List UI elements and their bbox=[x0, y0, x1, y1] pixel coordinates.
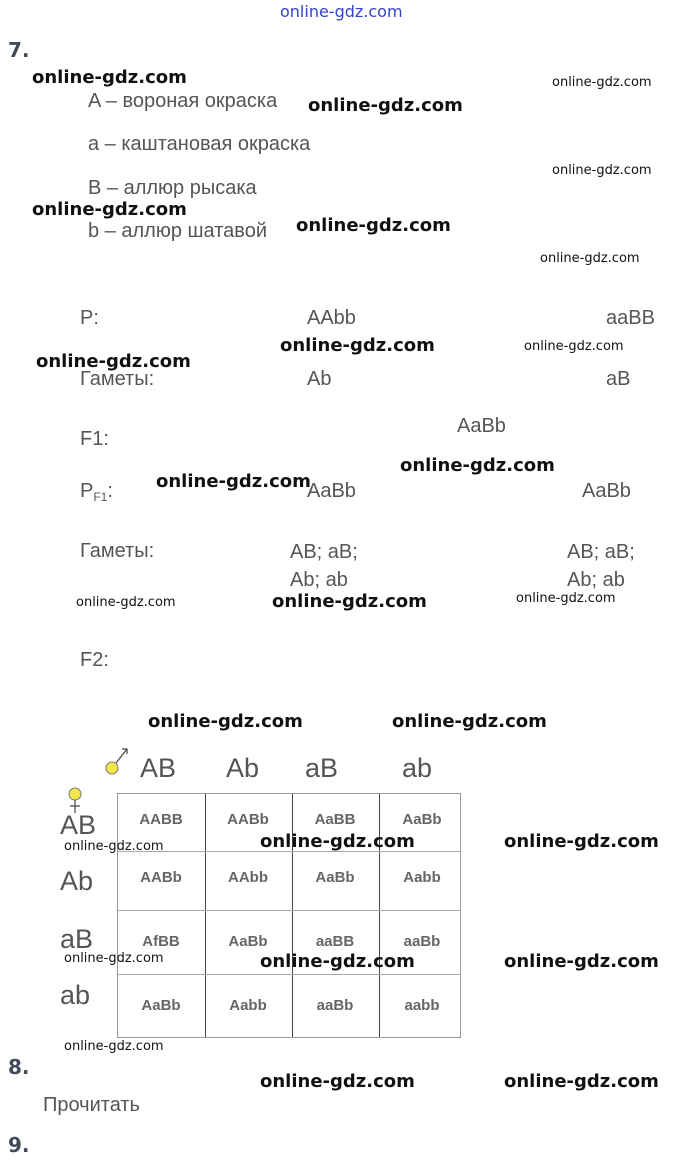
grid-line bbox=[118, 974, 460, 975]
watermark: online-gdz.com bbox=[516, 591, 616, 606]
pf1-left-genotype: AaBb bbox=[307, 480, 356, 502]
pf1-right-genotype: AaBb bbox=[582, 480, 631, 502]
watermark: online-gdz.com bbox=[552, 75, 652, 90]
watermark: online-gdz.com bbox=[280, 335, 435, 356]
grid-line bbox=[118, 910, 460, 911]
legend-line-3: B – аллюр рысака bbox=[88, 177, 257, 199]
gametes2-label: Гаметы: bbox=[80, 540, 155, 562]
punnett-row-header-1: AB bbox=[60, 810, 97, 840]
f1-label: F1: bbox=[80, 428, 109, 450]
punnett-cell: aaBb bbox=[403, 933, 441, 950]
punnett-row-header-3: aB bbox=[60, 924, 94, 954]
legend-line-1: A – вороная окраска bbox=[88, 90, 278, 112]
punnett-cell: Aabb bbox=[229, 997, 267, 1014]
punnett-cell: AABb bbox=[140, 869, 182, 886]
task-9-number: 9. bbox=[8, 1133, 30, 1157]
watermark: online-gdz.com bbox=[32, 67, 187, 88]
watermark: online-gdz.com bbox=[504, 831, 659, 852]
male-symbol-icon bbox=[102, 744, 132, 778]
watermark: online-gdz.com bbox=[540, 251, 640, 266]
gametes-label: Гаметы: bbox=[80, 368, 155, 390]
f1-genotype: AaBb bbox=[457, 415, 506, 437]
p-left-genotype: AAbb bbox=[307, 307, 356, 329]
punnett-col-header-2: Ab bbox=[226, 753, 260, 783]
watermark: online-gdz.com bbox=[260, 831, 415, 852]
watermark: online-gdz.com bbox=[272, 591, 427, 612]
punnett-cell: Aabb bbox=[403, 869, 441, 886]
gametes2-left-line2: Ab; ab bbox=[290, 569, 348, 591]
punnett-col-header-1: AB bbox=[140, 753, 177, 783]
watermark: online-gdz.com bbox=[32, 199, 187, 220]
legend-line-4: b – аллюр шатавой bbox=[88, 220, 267, 242]
gamete-left: Ab bbox=[307, 368, 332, 390]
punnett-cell: AaBb bbox=[141, 997, 181, 1014]
punnett-square bbox=[117, 793, 461, 1038]
watermark: online-gdz.com bbox=[504, 1071, 659, 1092]
task-7-number: 7. bbox=[8, 38, 30, 62]
watermark: online-gdz.com bbox=[260, 1071, 415, 1092]
watermark: online-gdz.com bbox=[308, 95, 463, 116]
punnett-cell: AaBb bbox=[228, 933, 268, 950]
site-header-link[interactable]: online-gdz.com bbox=[280, 2, 403, 21]
punnett-cell: AAbb bbox=[228, 869, 268, 886]
f2-label: F2: bbox=[80, 649, 109, 671]
watermark: online-gdz.com bbox=[64, 1039, 164, 1054]
p-label: P: bbox=[80, 307, 99, 329]
watermark: online-gdz.com bbox=[296, 215, 451, 236]
watermark: online-gdz.com bbox=[64, 839, 164, 854]
punnett-cell: AABb bbox=[227, 811, 269, 828]
pf1-label-sub: F1 bbox=[93, 490, 108, 504]
punnett-cell: aabb bbox=[404, 997, 440, 1014]
p-right-genotype: aaBB bbox=[606, 307, 655, 329]
punnett-cell: AfBB bbox=[142, 933, 180, 950]
watermark: online-gdz.com bbox=[76, 595, 176, 610]
punnett-col-header-3: aB bbox=[305, 753, 339, 783]
pf1-label-main: P bbox=[80, 480, 94, 502]
task-8-number: 8. bbox=[8, 1055, 30, 1079]
punnett-row-header-2: Ab bbox=[60, 866, 94, 896]
gametes2-left-line1: AB; aB; bbox=[290, 541, 358, 563]
punnett-col-header-4: ab bbox=[402, 753, 433, 783]
punnett-cell: AaBb bbox=[315, 869, 355, 886]
pf1-label-colon: : bbox=[107, 480, 113, 502]
watermark: online-gdz.com bbox=[148, 711, 303, 732]
watermark: online-gdz.com bbox=[260, 951, 415, 972]
punnett-cell: aaBb bbox=[316, 997, 354, 1014]
pf1-label bbox=[80, 480, 113, 503]
legend-line-2: a – каштановая окраска bbox=[88, 133, 311, 155]
watermark: online-gdz.com bbox=[36, 351, 191, 372]
watermark: online-gdz.com bbox=[524, 339, 624, 354]
punnett-cell: AaBB bbox=[314, 811, 356, 828]
watermark: online-gdz.com bbox=[392, 711, 547, 732]
read-link[interactable]: Прочитать bbox=[43, 1094, 140, 1116]
watermark: online-gdz.com bbox=[400, 455, 555, 476]
watermark: online-gdz.com bbox=[552, 163, 652, 178]
gametes2-right-line1: AB; aB; bbox=[567, 541, 635, 563]
watermark: online-gdz.com bbox=[504, 951, 659, 972]
punnett-cell: AABB bbox=[139, 811, 183, 828]
gamete-right: aB bbox=[606, 368, 631, 390]
punnett-row-header-4: ab bbox=[60, 980, 91, 1010]
punnett-cell: aaBB bbox=[315, 933, 355, 950]
watermark: online-gdz.com bbox=[64, 951, 164, 966]
gametes2-right-line2: Ab; ab bbox=[567, 569, 625, 591]
punnett-cell: AaBb bbox=[402, 811, 442, 828]
watermark: online-gdz.com bbox=[156, 471, 311, 492]
